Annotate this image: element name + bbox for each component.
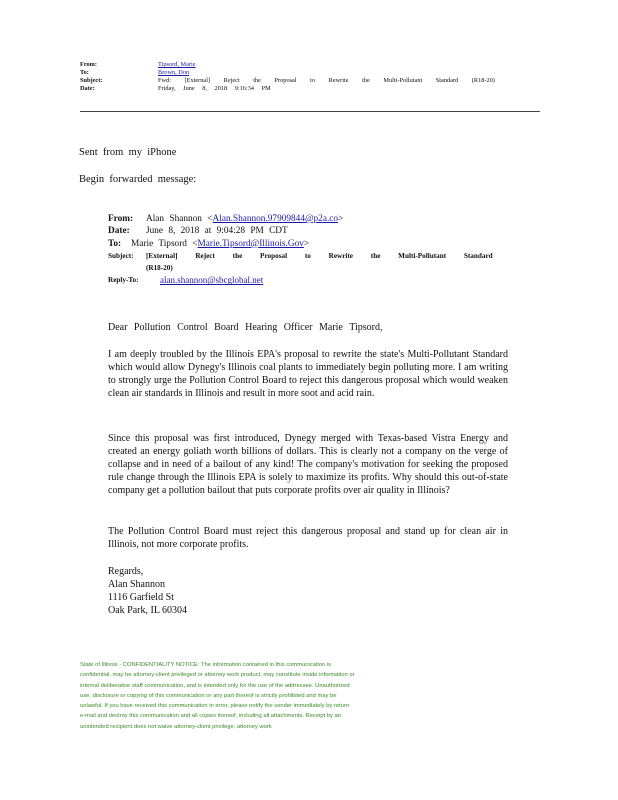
email-header: [80, 61, 495, 93]
letter-paragraph-3: [108, 525, 508, 551]
signer-street: 1116 Garfield St: [108, 592, 174, 603]
fwd-date-value: June 8, 2018 at 9:04:28 PM CDT: [146, 226, 288, 237]
header-from-link[interactable]: Tipsord, Marie: [158, 61, 196, 68]
fwd-to-label: To:: [108, 238, 122, 249]
fwd-from-row: [108, 213, 508, 225]
header-from-row: [80, 61, 495, 69]
header-subject-row: [80, 77, 495, 85]
header-from-label: From:: [80, 61, 98, 68]
salutation-text: Dear Pollution Control Board Hearing Officer Marie Tipsord,: [108, 322, 383, 333]
sent-from-line: Sent from my iPhone: [79, 147, 177, 158]
header-to-link[interactable]: Brown, Don: [158, 69, 190, 76]
header-date-value: Friday, June 8, 2018 9:16:34 PM: [158, 85, 271, 92]
fwd-from-close: >: [338, 214, 344, 224]
header-subject-label: Subject:: [80, 77, 103, 84]
header-date-row: [80, 85, 495, 93]
fwd-replyto-row: [108, 274, 508, 286]
fwd-subject-row: [108, 250, 508, 275]
fwd-replyto-label: Reply-To:: [108, 276, 139, 285]
fwd-from-label: From:: [108, 214, 134, 224]
header-to-label: To:: [80, 69, 89, 76]
fwd-to-row: [108, 238, 508, 250]
fwd-subject-label: Subject:: [108, 251, 134, 260]
fwd-to-email-link[interactable]: Marie.Tipsord@Illinois.Gov: [197, 238, 304, 249]
fwd-date-row: [108, 225, 508, 237]
begin-forwarded-line: Begin forwarded message:: [79, 174, 197, 185]
letter-paragraph-2: [108, 432, 508, 497]
header-to-row: [80, 69, 495, 77]
fwd-date-label: Date:: [108, 226, 130, 237]
fwd-to-name: Marie Tipsord <: [131, 238, 198, 249]
paragraph-2-text: Since this proposal was first introduced, Dynegy merged with Texas-based Vistra Energy and created an energy goliath worth billions of dollars. This is clearly not a company on the verge of collapse and in need of a bailout of any kind! The company's motivation for seeking the proposed rule change through the Illinois EPA is solely to maximize its profits. Why should this out-of-state company get a pollution bailout that puts corporate profits over air quality in Illinois?: [108, 433, 508, 496]
letter-salutation: [108, 321, 508, 334]
signer-city: Oak Park, IL 60304: [108, 605, 188, 616]
letter-paragraph-1: [108, 348, 508, 400]
closing-text: Regards,: [108, 566, 144, 577]
paragraph-1-text: I am deeply troubled by the Illinois EPA's proposal to rewrite the state's Multi-Pollutant Standard which would allow Dynegy's Illinois coal plants to immediately begin polluting more. I am writing to strongly urge the Pollution Control Board to reject this dangerous proposal which would weaken clean air standards in Illinois and result in more soot and acid rain.: [108, 349, 508, 399]
header-subject-value: Fwd: [External] Reject the Proposal to Rewrite the Multi-Pollutant Standard (R18-20): [158, 77, 495, 84]
header-date-label: Date:: [80, 85, 95, 92]
fwd-from-email-link[interactable]: Alan.Shannon.97909844@p2a.co: [212, 214, 339, 224]
fwd-from-name: Alan Shannon <: [146, 214, 213, 224]
fwd-to-close: >: [303, 238, 310, 249]
paragraph-3-text: The Pollution Control Board must reject this dangerous proposal and stand up for clean air in Illinois, not more corporate profits.: [108, 526, 508, 550]
confidentiality-notice: State of Illinois - CONFIDENTIALITY NOTICE: The information contained in this communication is confidential, may be attorney-client privileged or attorney work product, may constitute inside information or internal deliberative staff communication, and is intended only for the use of the addressee. Unauthorized use, disclosure or copying of this communication or any part thereof is strictly prohibited and may be unlawful. If you have received this communication in error, please notify the sender immediately by return e-mail and destroy this communication and all copies thereof, including all attachments. Receipt by an unintended recipient does not waive attorney-client privilege, attorney work: [80, 662, 355, 730]
letter-signature: [108, 565, 187, 617]
fwd-replyto-link[interactable]: alan.shannon@sbcglobal.net: [160, 275, 264, 286]
header-divider: [80, 111, 540, 112]
fwd-subject-value: [External] Reject the Proposal to Rewrite the Multi-Pollutant Standard (R18-20): [146, 251, 493, 273]
signer-name: Alan Shannon: [108, 579, 165, 590]
forwarded-header: [108, 213, 508, 287]
